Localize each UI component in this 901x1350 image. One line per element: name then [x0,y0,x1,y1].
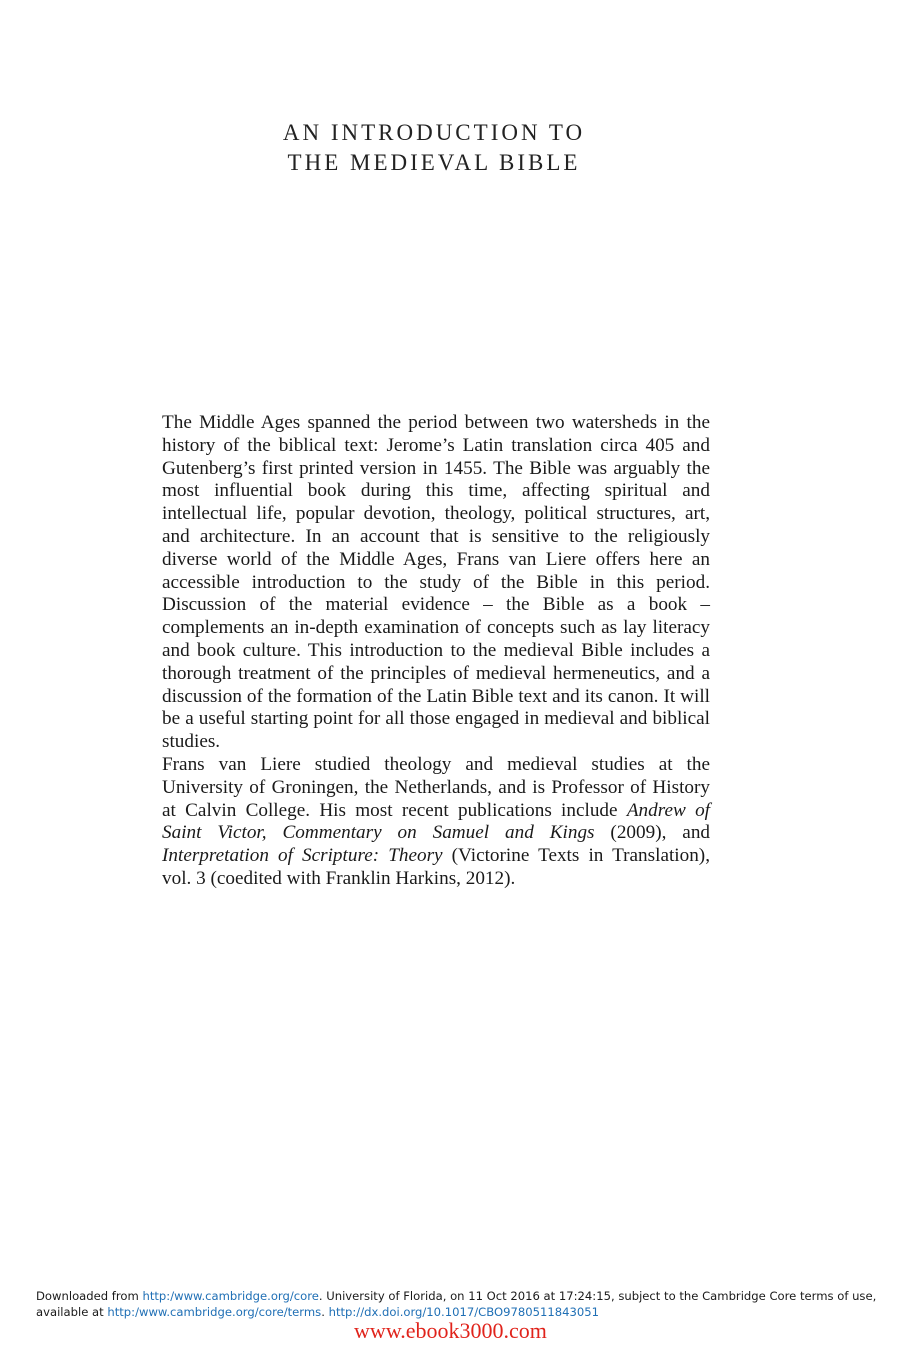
author-bio-text-c: (Victorine Texts in Translation), vol. 3 (coedited with Franklin Harkins, 2012). [162,845,710,889]
download-notice-suffix: . University of Florida, on 11 Oct 2016 at 17:24:15, subject to the Cambridge Core terms of use, [318,1289,877,1303]
book-title [0,118,868,178]
cambridge-terms-link[interactable]: http:/www.cambridge.org/core/terms [107,1305,322,1319]
publication-title-1: Andrew of Saint Victor, Commentary on Samuel and Kings [162,799,710,844]
cambridge-core-link[interactable]: http:/www.cambridge.org/core [142,1289,319,1303]
terms-separator: . [321,1305,329,1319]
author-bio-text-b: (2009), and [594,822,711,844]
book-title-line-1: AN INTRODUCTION TO [282,120,586,145]
author-bio-text-a: Frans van Liere studied theology and medieval studies at the University of Groningen, the Netherlands, and is Professor of History at Calvin College. His most recent publications include [162,754,710,821]
book-description-paragraph: The Middle Ages spanned the period between two watersheds in the history of the biblical text: Jerome’s Latin translation circa 405 and Gutenberg’s first printed version in 1455. The Bible was arguably the most influential book during this time, affecting spiritual and intellectual life, popular devotion, theology, political structures, art, and architecture. In an account that is sensitive to the religiously diverse world of the Middle Ages, Frans van Liere offers here an accessible introduction to the study of the Bible in this period. Discussion of the material evidence – the Bible as a book – complements an in-depth examination of concepts such as lay literacy and book culture. This introduction to the medieval Bible includes a thorough treatment of the principles of medieval hermeneutics, and a discussion of the formation of the Latin Bible text and its canon. It will be a useful starting point for all those engaged in medieval and biblical studies. [162,412,710,753]
download-notice [36,1288,886,1320]
author-bio-paragraph [162,754,710,891]
download-notice-line-1 [36,1288,886,1304]
doi-link[interactable]: http://dx.doi.org/10.1017/CBO9780511843051 [328,1305,600,1319]
book-title-line-2: THE MEDIEVAL BIBLE [287,150,581,175]
publication-title-2: Interpretation of Scripture: Theory [162,845,443,867]
terms-prefix: available at [36,1305,108,1319]
download-notice-prefix: Downloaded from [36,1289,143,1303]
ebook-watermark-link[interactable]: www.ebook3000.com [354,1318,547,1343]
